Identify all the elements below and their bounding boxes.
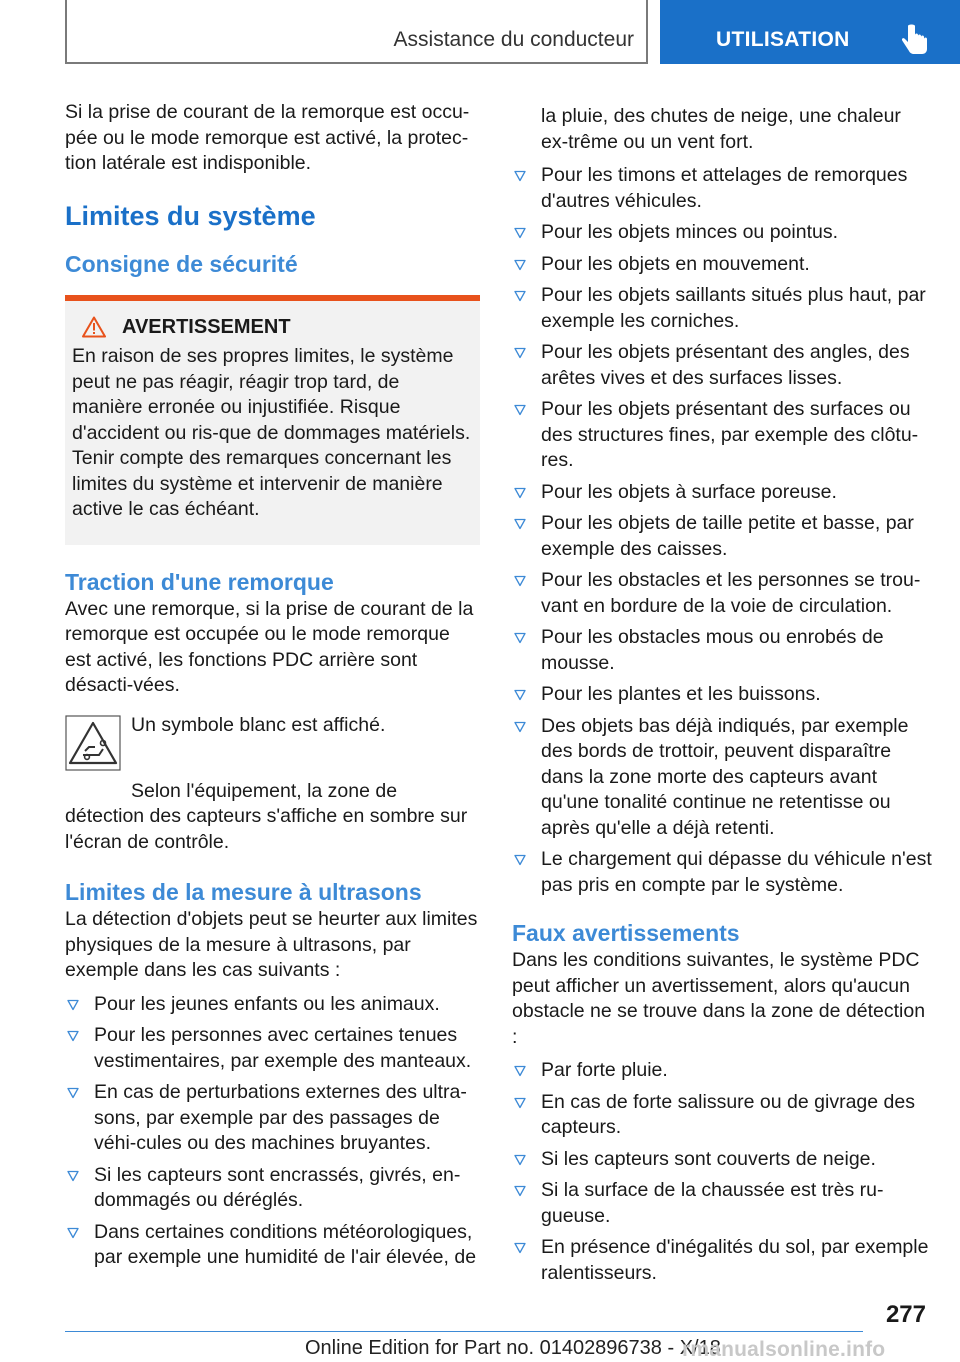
list-item-text: Pour les objets à surface poreuse. (541, 480, 837, 503)
bullet-triangle-icon (67, 1087, 79, 1099)
list-item-text: En présence d'inégalités du sol, par exemple ralentisseurs. (541, 1236, 929, 1284)
list-item-text: Pour les plantes et les buissons. (541, 683, 821, 705)
bullet-triangle-icon (514, 1185, 526, 1197)
symbol-text-2: Selon l'équipement, la zone de détection des capteurs s'affiche en sombre sur l'écran de contrôle. (65, 779, 468, 853)
list-item (512, 1058, 932, 1084)
warning-title-row (82, 315, 473, 341)
bullet-triangle-icon (514, 290, 526, 302)
object-limits-list (512, 163, 932, 898)
list-item-text: Pour les objets présentant des surfaces ou des structures fines, par exemple des clôtu-res. (541, 398, 919, 471)
list-item (512, 163, 932, 214)
bullet-triangle-icon (67, 1170, 79, 1182)
list-item (512, 283, 932, 334)
bullet-triangle-icon (514, 404, 526, 416)
false-warnings-list (512, 1058, 932, 1286)
trailer-warning-symbol-icon (65, 715, 121, 771)
bullet-triangle-icon (514, 632, 526, 644)
list-item (512, 511, 932, 562)
symbol-figure-row (65, 713, 480, 771)
warning-text: En raison de ses propres limites, le système peut ne pas réagir, réagir trop tard, de manière erronée ou injustifiée. Risque d'accident ou ris-que de dommages matériels. Tenir compte des remarques concernant les limites du système et intervenir de manière active le cas échéant. (72, 345, 471, 520)
list-item (512, 625, 932, 676)
list-item (512, 1235, 932, 1286)
list-item-text: Pour les personnes avec certaines tenues vestimentaires, par exemple des manteaux. (94, 1024, 472, 1072)
list-item-text: Si la surface de la chaussée est très ru-gueuse. (541, 1179, 884, 1227)
list-item-text: Si les capteurs sont encrassés, givrés, en-dommagés ou déréglés. (94, 1163, 461, 1211)
list-item (65, 1080, 480, 1157)
bullet-triangle-icon (514, 259, 526, 271)
bullet-triangle-icon (514, 1065, 526, 1077)
list-item-text: Pour les objets saillants situés plus haut, par exemple les corniches. (541, 284, 926, 332)
list-item (65, 1023, 480, 1074)
symbol-figure-text (131, 713, 385, 771)
list-item (512, 480, 932, 506)
list-item-text: Des objets bas déjà indiqués, par exemple des bords de trottoir, peuvent disparaître dans la zone morte des capteurs avant qu'une tonalité continue ne retentisse ou après qu'elle a déjà retenti. (541, 714, 909, 839)
ultrasound-paragraph: La détection d'objets peut se heurter aux limites physiques de la mesure à ultrasons, par exemple dans les cas suivants : (65, 908, 478, 981)
bullet-triangle-icon (514, 170, 526, 182)
heading-false-warnings: Faux avertissements (512, 920, 740, 946)
list-item (512, 252, 932, 278)
chapter-tab (660, 0, 960, 64)
bullet-triangle-icon (67, 999, 79, 1011)
bullet-triangle-icon (514, 1242, 526, 1254)
bullet-triangle-icon (514, 1097, 526, 1109)
list-item-text: Pour les objets en mouvement. (541, 252, 810, 275)
list-item-text: Pour les jeunes enfants ou les animaux. (94, 992, 440, 1015)
bullet-triangle-icon (67, 1227, 79, 1239)
list-item (512, 682, 932, 708)
header-section-box (65, 0, 648, 64)
list-item (512, 1090, 932, 1141)
bullet-triangle-icon (514, 487, 526, 499)
watermark: rmanualsonline.info (682, 1338, 886, 1361)
bullet-triangle-icon (514, 1154, 526, 1166)
continuation-text: la pluie, des chutes de neige, une chaleur ex-trême ou un vent fort. (541, 105, 901, 153)
right-column (512, 104, 932, 1292)
list-item-text: Pour les objets de taille petite et basse, par exemple des caisses. (541, 512, 914, 560)
bullet-triangle-icon (514, 854, 526, 866)
left-column (65, 100, 480, 1277)
bullet-triangle-icon (514, 721, 526, 733)
bullet-triangle-icon (514, 227, 526, 239)
list-item (512, 568, 932, 619)
list-item-text: Le chargement qui dépasse du véhicule n'est pas pris en compte par le système. (541, 848, 932, 896)
list-item-text: Pour les timons et attelages de remorques d'autres véhicules. (541, 164, 908, 212)
bullet-triangle-icon (67, 1030, 79, 1042)
list-item-text: Pour les objets minces ou pointus. (541, 221, 838, 243)
list-item-text: Dans certaines conditions météorologiques, par exemple une humidité de l'air élevée, de (94, 1220, 477, 1268)
list-item (65, 1220, 480, 1271)
hand-pointer-icon (900, 24, 930, 56)
trailer-paragraph: Avec une remorque, si la prise de courant de la remorque est occupée ou le mode remorque est activé, les fonctions PDC arrière sont désacti-vées. (65, 597, 474, 696)
footer-edition: Online Edition for Part no. 01402896738 - X/18 (305, 1337, 721, 1359)
ultrasound-limits-list (65, 992, 480, 1271)
list-item (512, 220, 932, 246)
intro-paragraph: Si la prise de courant de la remorque est occu-pée ou le mode remorque est activé, la protec-tion latérale est indisponible. (65, 101, 470, 174)
warning-box (65, 301, 480, 545)
list-item (512, 714, 932, 842)
bullet-triangle-icon (514, 689, 526, 701)
bullet-triangle-icon (514, 575, 526, 587)
list-item-text: En cas de perturbations externes des ultra-sons, par exemple par des passages de véhi-cules ou des machines bruyantes. (94, 1081, 467, 1154)
list-item-text: Pour les obstacles et les personnes se trou-vant en bordure de la voie de circulation. (541, 569, 921, 617)
list-item (512, 1178, 932, 1229)
chapter-tab-label: UTILISATION (716, 28, 850, 51)
list-item-text: Pour les obstacles mous ou enrobés de mousse. (541, 626, 884, 674)
heading-safety-notice: Consigne de sécurité (65, 250, 298, 277)
heading-ultrasound-limits: Limites de la mesure à ultrasons (65, 879, 422, 905)
page-number: 277 (885, 1301, 926, 1328)
warning-title: AVERTISSEMENT (122, 315, 291, 338)
footer-rule (65, 1331, 863, 1332)
list-item (512, 847, 932, 898)
list-item (512, 340, 932, 391)
list-item (65, 992, 480, 1018)
list-item (512, 397, 932, 474)
list-item-text: Pour les objets présentant des angles, des arêtes vives et des surfaces lisses. (541, 341, 910, 389)
false-warnings-paragraph: Dans les conditions suivantes, le système PDC peut afficher un avertissement, alors qu'aucun obstacle ne se trouve dans la zone de détection : (512, 949, 926, 1048)
list-item-text: Par forte pluie. (541, 1059, 668, 1081)
heading-system-limits: Limites du système (65, 200, 316, 231)
section-title: Assistance du conducteur (393, 28, 634, 51)
bullet-triangle-icon (514, 518, 526, 530)
warning-triangle-icon (82, 316, 106, 338)
symbol-text-1: Un symbole blanc est affiché. (131, 713, 386, 736)
list-item-text: Si les capteurs sont couverts de neige. (541, 1147, 876, 1170)
bullet-triangle-icon (514, 347, 526, 359)
list-item (65, 1163, 480, 1214)
heading-trailer-towing: Traction d'une remorque (65, 568, 334, 595)
list-item (512, 1147, 932, 1173)
list-item-text: En cas de forte salissure ou de givrage des capteurs. (541, 1090, 915, 1138)
